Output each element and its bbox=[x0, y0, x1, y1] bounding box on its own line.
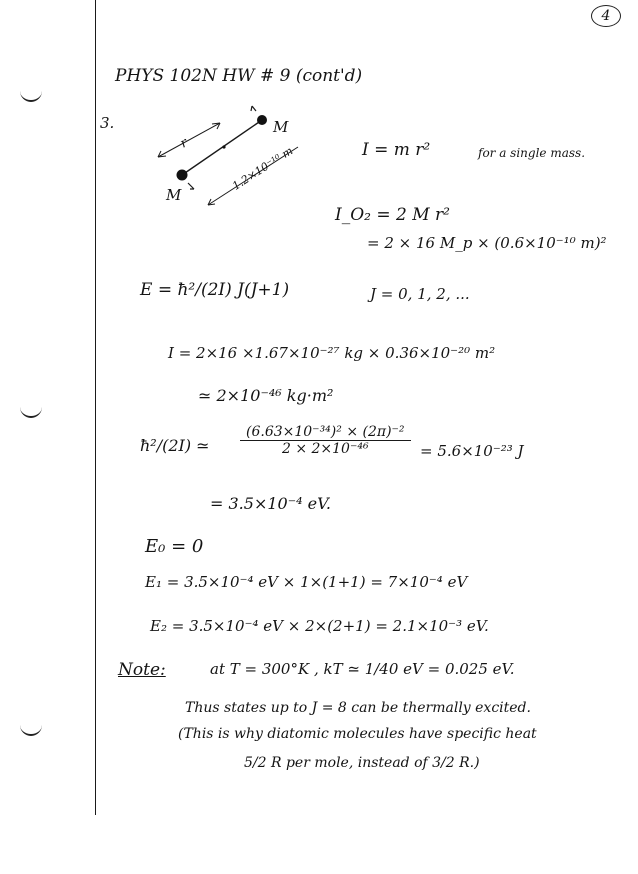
inertia-definition: I = m r² bbox=[362, 140, 431, 160]
header-title: PHYS 102N HW # 9 (cont'd) bbox=[115, 66, 363, 86]
binder-hole-mark bbox=[20, 722, 42, 736]
note-line4: 5/2 R per mole, instead of 3/2 R.) bbox=[244, 755, 480, 771]
rotation-arrow-top bbox=[251, 106, 256, 111]
e0-line: E₀ = 0 bbox=[145, 536, 204, 557]
hbar-fraction bbox=[240, 424, 411, 457]
e1-line: E₁ = 3.5×10⁻⁴ eV × 1×(1+1) = 7×10⁻⁴ eV bbox=[145, 573, 468, 591]
r-label: r bbox=[177, 135, 191, 152]
center-of-mass-dot bbox=[222, 145, 225, 148]
note-label: Note: bbox=[118, 660, 166, 680]
hbar-ev: = 3.5×10⁻⁴ eV. bbox=[210, 494, 331, 513]
inertia-approx: ≃ 2×10⁻⁴⁶ kg·m² bbox=[198, 386, 334, 405]
j-values: J = 0, 1, 2, ... bbox=[370, 285, 470, 303]
mass-dot-top bbox=[257, 115, 267, 125]
r-dimension-line bbox=[158, 123, 220, 157]
inertia-note: for a single mass. bbox=[478, 146, 586, 160]
mass-label-top: M bbox=[273, 118, 289, 136]
page-number: 4 bbox=[591, 5, 621, 27]
io2-line1: I_O₂ = 2 M r² bbox=[335, 205, 450, 225]
rotation-arrow-bottom bbox=[188, 183, 194, 189]
note-line2: Thus states up to J = 8 can be thermally excited. bbox=[185, 700, 531, 716]
hbar-result: = 5.6×10⁻²³ J bbox=[420, 442, 524, 460]
inertia-calc: I = 2×16 ×1.67×10⁻²⁷ kg × 0.36×10⁻²⁰ m² bbox=[168, 344, 496, 362]
binder-hole-mark bbox=[20, 404, 42, 418]
note-line3: (This is why diatomic molecules have specific heat bbox=[178, 726, 537, 742]
bond-line bbox=[182, 120, 262, 175]
distance-label: 1.2×10⁻¹⁰ m bbox=[230, 144, 296, 193]
e2-line: E₂ = 3.5×10⁻⁴ eV × 2×(2+1) = 2.1×10⁻³ eV. bbox=[150, 617, 489, 635]
binder-hole-mark bbox=[20, 88, 42, 102]
hbar-denominator: 2 × 2×10⁻⁴⁶ bbox=[281, 441, 369, 457]
io2-line2: = 2 × 16 M_p × (0.6×10⁻¹⁰ m)² bbox=[367, 234, 607, 252]
note-line1: at T = 300°K , kT ≃ 1/40 eV = 0.025 eV. bbox=[210, 660, 515, 678]
mass-label-bottom: M bbox=[166, 186, 182, 204]
problem-label: 3. bbox=[100, 114, 115, 132]
hbar-numerator: (6.63×10⁻³⁴)² × (2π)⁻² bbox=[240, 424, 411, 441]
mass-dot-bottom bbox=[177, 170, 188, 181]
margin-rule bbox=[95, 0, 96, 815]
energy-formula: E = ħ²/(2I) J(J+1) bbox=[140, 280, 290, 300]
hbar-lhs: ħ²/(2I) ≃ bbox=[140, 436, 210, 455]
